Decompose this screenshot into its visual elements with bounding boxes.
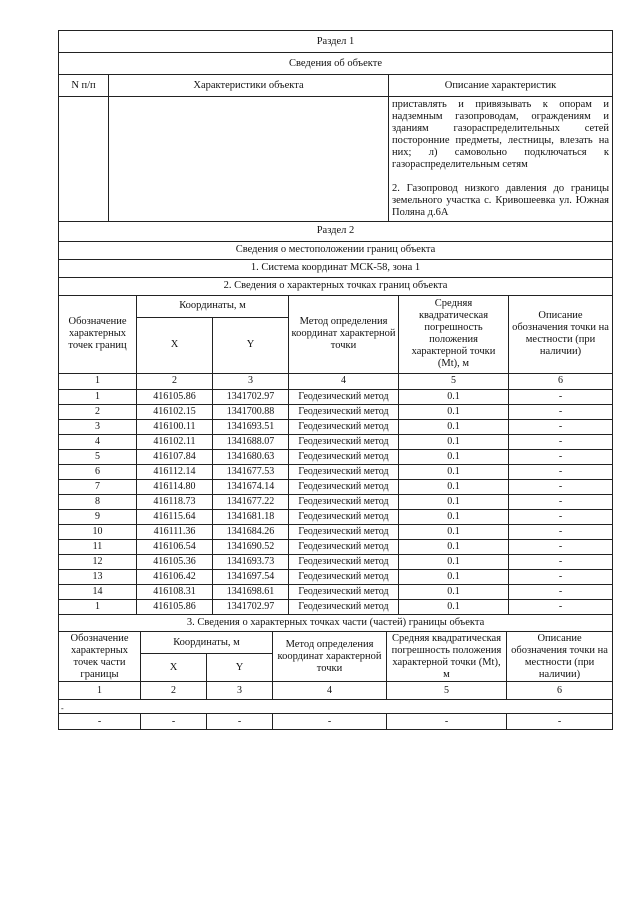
point-x-cell: 416106.54 — [137, 539, 213, 554]
boundary-point-row — [59, 419, 613, 434]
point-n-cell: 2 — [59, 404, 137, 419]
point-desc-cell: - — [509, 554, 613, 569]
boundary-point-row — [59, 479, 613, 494]
s3-column-number: 5 — [387, 682, 507, 700]
point-method-cell: Геодезический метод — [289, 494, 399, 509]
point-x-cell: 416114.80 — [137, 479, 213, 494]
point-err-cell: 0.1 — [399, 434, 509, 449]
s3-column-number: 3 — [207, 682, 273, 700]
point-method-cell: Геодезический метод — [289, 599, 399, 614]
points-table-title: 2. Сведения о характерных точках границ объекта — [59, 277, 613, 295]
point-y-cell: 1341674.14 — [213, 479, 289, 494]
point-err-cell: 0.1 — [399, 539, 509, 554]
point-n-cell: 14 — [59, 584, 137, 599]
s3-column-number: 2 — [141, 682, 207, 700]
s3-header-x: X — [141, 654, 207, 682]
point-x-cell: 416107.84 — [137, 449, 213, 464]
boundary-point-row — [59, 569, 613, 584]
point-desc-cell: - — [509, 494, 613, 509]
section1-title: Раздел 1 — [59, 31, 613, 53]
column-number: 3 — [213, 373, 289, 389]
point-method-cell: Геодезический метод — [289, 389, 399, 404]
description-text-1: приставлять и привязывать к опорам и надземным газопроводам, ограждениям и зданиям газораспределительных сетей посторонние предметы, лестницы, влезать на них; л) самовольно подключаться к газораспределительным сетям — [392, 99, 610, 170]
point-n-cell: 1 — [59, 389, 137, 404]
point-method-cell: Геодезический метод — [289, 509, 399, 524]
point-err-cell: 0.1 — [399, 554, 509, 569]
s3-empty-cell: - — [141, 714, 207, 730]
point-err-cell: 0.1 — [399, 449, 509, 464]
s3-header-y: Y — [207, 654, 273, 682]
point-y-cell: 1341677.22 — [213, 494, 289, 509]
column-number: 4 — [289, 373, 399, 389]
point-x-cell: 416111.36 — [137, 524, 213, 539]
header-designation: Обозначение характерных точек границ — [59, 295, 137, 373]
point-x-cell: 416112.14 — [137, 464, 213, 479]
point-n-cell: 13 — [59, 569, 137, 584]
s3-column-number: 1 — [59, 682, 141, 700]
section3-title: 3. Сведения о характерных точках части (частей) границы объекта — [59, 615, 613, 632]
point-x-cell: 416105.86 — [137, 599, 213, 614]
point-y-cell: 1341684.26 — [213, 524, 289, 539]
point-method-cell: Геодезический метод — [289, 419, 399, 434]
col-num-header: N п/п — [59, 75, 109, 97]
point-n-cell: 12 — [59, 554, 137, 569]
header-coordinates: Координаты, м — [137, 295, 289, 317]
s3-header-coordinates: Координаты, м — [141, 632, 273, 654]
column-number: 6 — [509, 373, 613, 389]
point-err-cell: 0.1 — [399, 389, 509, 404]
header-description: Описание обозначения точки на местности (при наличии) — [509, 295, 613, 373]
description-text-2: 2. Газопровод низкого давления до границы земельного участка с. Кривошеевка ул. Южная Поляна д.6А — [392, 183, 610, 218]
point-err-cell: 0.1 — [399, 404, 509, 419]
header-method: Метод определения координат характерной точки — [289, 295, 399, 373]
point-x-cell: 416105.36 — [137, 554, 213, 569]
s3-empty-cell: - — [59, 714, 141, 730]
s3-header-description: Описание обозначения точки на местности (при наличии) — [507, 632, 613, 682]
point-method-cell: Геодезический метод — [289, 404, 399, 419]
point-x-cell: 416106.42 — [137, 569, 213, 584]
point-y-cell: 1341702.97 — [213, 389, 289, 404]
column-number: 2 — [137, 373, 213, 389]
col-characteristics-header: Характеристики объекта — [109, 75, 389, 97]
column-number: 1 — [59, 373, 137, 389]
document-page — [58, 30, 612, 730]
col-description-header: Описание характеристик — [389, 75, 613, 97]
section3-table — [58, 615, 613, 731]
point-y-cell: 1341680.63 — [213, 449, 289, 464]
point-desc-cell: - — [509, 569, 613, 584]
point-err-cell: 0.1 — [399, 599, 509, 614]
boundary-point-row — [59, 539, 613, 554]
point-y-cell: 1341700.88 — [213, 404, 289, 419]
header-error: Средняя квадратическая погрешность положения характерной точки (Mt), м — [399, 295, 509, 373]
point-method-cell: Геодезический метод — [289, 449, 399, 464]
header-x: X — [137, 317, 213, 373]
s3-header-designation: Обозначение характерных точек части границы — [59, 632, 141, 682]
point-err-cell: 0.1 — [399, 419, 509, 434]
boundary-point-row — [59, 434, 613, 449]
point-desc-cell: - — [509, 449, 613, 464]
point-desc-cell: - — [509, 464, 613, 479]
s3-header-method: Метод определения координат характерной точки — [273, 632, 387, 682]
point-method-cell: Геодезический метод — [289, 434, 399, 449]
point-n-cell: 10 — [59, 524, 137, 539]
point-method-cell: Геодезический метод — [289, 464, 399, 479]
section2-table — [58, 222, 613, 615]
point-err-cell: 0.1 — [399, 479, 509, 494]
point-y-cell: 1341681.18 — [213, 509, 289, 524]
s3-column-number: 6 — [507, 682, 613, 700]
point-desc-cell: - — [509, 434, 613, 449]
point-err-cell: 0.1 — [399, 584, 509, 599]
boundary-point-row — [59, 584, 613, 599]
s3-empty-cell: - — [273, 714, 387, 730]
boundary-point-row — [59, 524, 613, 539]
boundary-point-row — [59, 509, 613, 524]
point-n-cell: 11 — [59, 539, 137, 554]
point-x-cell: 416100.11 — [137, 419, 213, 434]
s3-column-number: 4 — [273, 682, 387, 700]
header-y: Y — [213, 317, 289, 373]
point-x-cell: 416115.64 — [137, 509, 213, 524]
boundary-point-row — [59, 554, 613, 569]
point-n-cell: 9 — [59, 509, 137, 524]
point-desc-cell: - — [509, 584, 613, 599]
section1-subtitle: Сведения об объекте — [59, 53, 613, 75]
point-x-cell: 416118.73 — [137, 494, 213, 509]
s3-part-marker: - — [59, 700, 613, 714]
point-desc-cell: - — [509, 419, 613, 434]
boundary-point-row — [59, 404, 613, 419]
boundary-point-row — [59, 449, 613, 464]
point-desc-cell: - — [509, 479, 613, 494]
point-err-cell: 0.1 — [399, 509, 509, 524]
coordinate-system: 1. Система координат МСК-58, зона 1 — [59, 259, 613, 277]
point-n-cell: 5 — [59, 449, 137, 464]
point-desc-cell: - — [509, 599, 613, 614]
row-description-cell — [389, 97, 613, 222]
point-y-cell: 1341693.51 — [213, 419, 289, 434]
boundary-point-row — [59, 389, 613, 404]
s3-empty-cell: - — [507, 714, 613, 730]
column-number: 5 — [399, 373, 509, 389]
point-method-cell: Геодезический метод — [289, 554, 399, 569]
point-method-cell: Геодезический метод — [289, 584, 399, 599]
boundary-point-row — [59, 599, 613, 614]
point-y-cell: 1341702.97 — [213, 599, 289, 614]
section2-subtitle: Сведения о местоположении границ объекта — [59, 241, 613, 259]
point-y-cell: 1341697.54 — [213, 569, 289, 584]
point-y-cell: 1341693.73 — [213, 554, 289, 569]
section2-title: Раздел 2 — [59, 222, 613, 241]
s3-empty-cell: - — [207, 714, 273, 730]
point-desc-cell: - — [509, 539, 613, 554]
point-method-cell: Геодезический метод — [289, 479, 399, 494]
point-y-cell: 1341690.52 — [213, 539, 289, 554]
point-err-cell: 0.1 — [399, 464, 509, 479]
point-method-cell: Геодезический метод — [289, 569, 399, 584]
point-n-cell: 8 — [59, 494, 137, 509]
point-desc-cell: - — [509, 389, 613, 404]
point-err-cell: 0.1 — [399, 494, 509, 509]
point-desc-cell: - — [509, 404, 613, 419]
section1-table — [58, 30, 613, 222]
boundary-point-row — [59, 464, 613, 479]
point-x-cell: 416105.86 — [137, 389, 213, 404]
s3-empty-cell: - — [387, 714, 507, 730]
point-x-cell: 416108.31 — [137, 584, 213, 599]
points-table-body — [59, 389, 613, 614]
point-y-cell: 1341698.61 — [213, 584, 289, 599]
point-desc-cell: - — [509, 509, 613, 524]
boundary-point-row — [59, 494, 613, 509]
point-n-cell: 1 — [59, 599, 137, 614]
point-n-cell: 4 — [59, 434, 137, 449]
point-method-cell: Геодезический метод — [289, 539, 399, 554]
point-err-cell: 0.1 — [399, 569, 509, 584]
point-y-cell: 1341677.53 — [213, 464, 289, 479]
row-num-cell — [59, 97, 109, 222]
point-n-cell: 6 — [59, 464, 137, 479]
point-method-cell: Геодезический метод — [289, 524, 399, 539]
row-characteristics-cell — [109, 97, 389, 222]
point-y-cell: 1341688.07 — [213, 434, 289, 449]
point-x-cell: 416102.15 — [137, 404, 213, 419]
point-x-cell: 416102.11 — [137, 434, 213, 449]
point-n-cell: 7 — [59, 479, 137, 494]
s3-header-error: Средняя квадратическая погрешность положения характерной точки (Mt), м — [387, 632, 507, 682]
point-desc-cell: - — [509, 524, 613, 539]
point-err-cell: 0.1 — [399, 524, 509, 539]
point-n-cell: 3 — [59, 419, 137, 434]
